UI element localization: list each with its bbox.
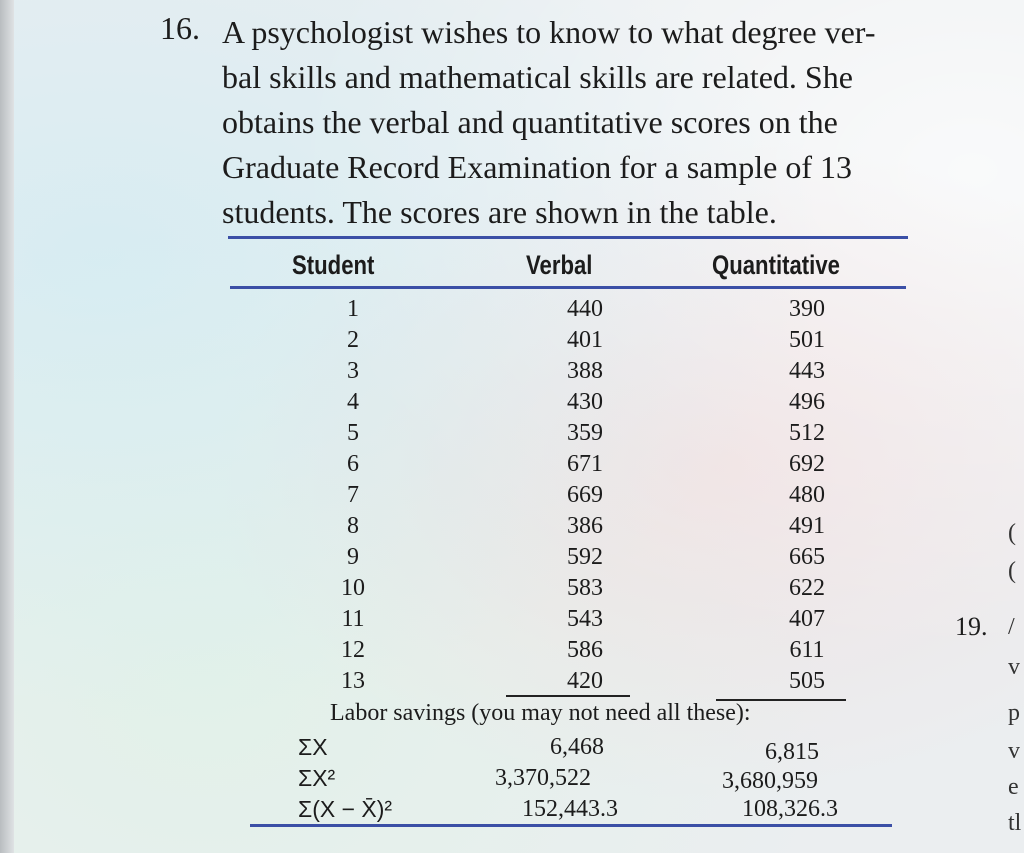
next-problem-number: 19. — [955, 612, 988, 641]
problem-number: 16. — [160, 10, 200, 46]
verbal-cell: 401 — [567, 327, 603, 353]
quantitative-cell: 491 — [789, 513, 825, 539]
student-cell: 1 — [347, 296, 359, 322]
quantitative-cell: 692 — [789, 451, 825, 477]
quantitative-cell: 496 — [789, 389, 825, 415]
labor-savings-title: Labor savings (you may not need all these): — [330, 700, 751, 726]
quantitative-cell: 501 — [789, 327, 825, 353]
student-cell: 3 — [347, 358, 359, 384]
verbal-cell: 583 — [567, 575, 603, 601]
edge-char: e — [1008, 774, 1019, 800]
table-row — [0, 358, 1024, 389]
table-row — [0, 513, 1024, 544]
quantitative-sum-value: 3,680,959 — [722, 768, 818, 794]
table-bottom-rule — [250, 824, 892, 827]
table-row — [0, 389, 1024, 420]
edge-char: ( — [1008, 558, 1016, 584]
verbal-cell: 359 — [567, 420, 603, 446]
verbal-sum-rule — [506, 695, 630, 697]
table-row — [0, 637, 1024, 668]
verbal-sum-value: 6,468 — [550, 734, 604, 760]
edge-char: p — [1008, 700, 1020, 726]
student-cell: 2 — [347, 327, 359, 353]
quantitative-cell: 390 — [789, 296, 825, 322]
student-cell: 10 — [341, 575, 365, 601]
quantitative-cell: 443 — [789, 358, 825, 384]
table-row — [0, 606, 1024, 637]
verbal-cell: 440 — [567, 296, 603, 322]
sum-label: ΣX — [298, 734, 328, 760]
edge-char: ( — [1008, 520, 1016, 546]
quantitative-cell: 665 — [789, 544, 825, 570]
table-row — [0, 296, 1024, 327]
verbal-sum-value: 3,370,522 — [495, 765, 591, 791]
verbal-cell: 586 — [567, 637, 603, 663]
column-header-verbal: Verbal — [526, 250, 593, 280]
quantitative-sum-value: 6,815 — [765, 739, 819, 765]
sum-label: Σ(X − X̄)² — [298, 796, 393, 822]
quantitative-sum-value: 108,326.3 — [742, 796, 838, 822]
table-body — [0, 296, 1024, 699]
student-cell: 12 — [341, 637, 365, 663]
sum-label: ΣX² — [298, 765, 336, 791]
student-cell: 13 — [341, 668, 365, 694]
edge-char: v — [1008, 654, 1020, 680]
student-cell: 11 — [341, 606, 365, 632]
quantitative-cell: 505 — [789, 668, 825, 694]
column-header-quantitative: Quantitative — [712, 250, 840, 280]
table-row — [0, 327, 1024, 358]
problem-line: Graduate Record Examination for a sample of 13 — [222, 149, 852, 185]
problem-line: bal skills and mathematical skills are related. She — [222, 59, 853, 95]
edge-char: tl — [1008, 810, 1022, 836]
summary-row — [0, 734, 1024, 766]
quantitative-cell: 480 — [789, 482, 825, 508]
problem-statement — [222, 10, 922, 235]
student-cell: 7 — [347, 482, 359, 508]
summary-row — [0, 765, 1024, 797]
student-cell: 8 — [347, 513, 359, 539]
verbal-cell: 543 — [567, 606, 603, 632]
student-cell: 6 — [347, 451, 359, 477]
edge-char: / — [1008, 614, 1015, 640]
verbal-cell: 386 — [567, 513, 603, 539]
table-row — [0, 482, 1024, 513]
table-top-rule — [228, 236, 908, 239]
verbal-cell: 592 — [567, 544, 603, 570]
student-cell: 4 — [347, 389, 359, 415]
problem-line: A psychologist wishes to know to what degree ver- — [222, 14, 876, 50]
table-header-rule — [230, 286, 906, 289]
quantitative-cell: 407 — [789, 606, 825, 632]
quantitative-cell: 622 — [789, 575, 825, 601]
problem-line: obtains the verbal and quantitative scores on the — [222, 104, 838, 140]
table-row — [0, 420, 1024, 451]
verbal-sum-value: 152,443.3 — [522, 796, 618, 822]
table-row — [0, 575, 1024, 606]
problem-line: students. The scores are shown in the table. — [222, 194, 777, 230]
verbal-cell: 388 — [567, 358, 603, 384]
verbal-cell: 671 — [567, 451, 603, 477]
edge-char: v — [1008, 738, 1020, 764]
verbal-cell: 430 — [567, 389, 603, 415]
verbal-cell: 669 — [567, 482, 603, 508]
student-cell: 9 — [347, 544, 359, 570]
column-header-student: Student — [292, 250, 375, 280]
table-row — [0, 451, 1024, 482]
verbal-cell: 420 — [567, 668, 603, 694]
student-cell: 5 — [347, 420, 359, 446]
table-row — [0, 544, 1024, 575]
quantitative-cell: 611 — [789, 637, 825, 663]
quantitative-cell: 512 — [789, 420, 825, 446]
